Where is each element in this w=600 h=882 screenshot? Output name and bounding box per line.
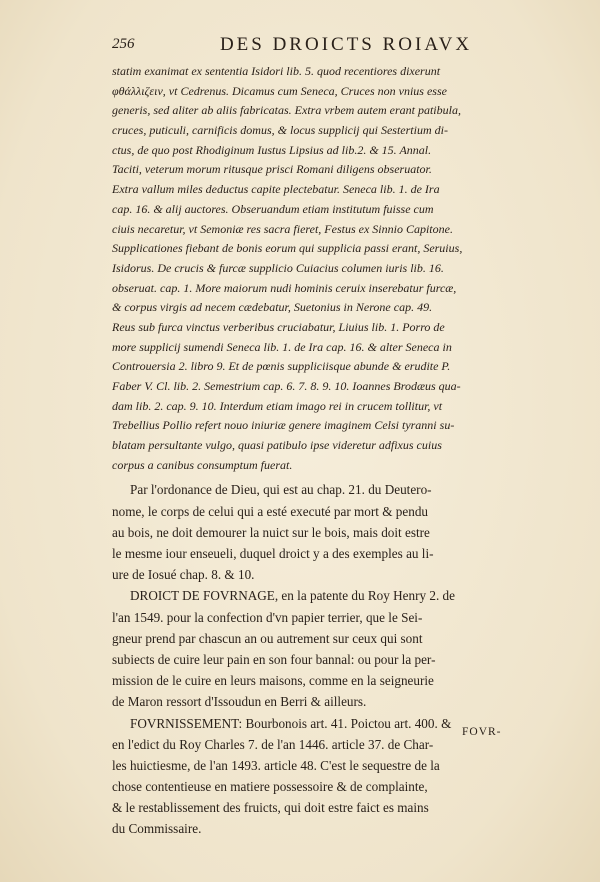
text-line: DROICT DE FOVRNAGE, en la patente du Roy Henry 2. de (130, 588, 455, 604)
text-line: nome, le corps de celui qui a esté executé par mort & pendu (112, 503, 429, 519)
text-line: le mesme iour enseueli, duquel droict y a des exemples au li- (112, 546, 434, 561)
quote-line: Faber V. Cl. lib. 2. Semestrium cap. 6. 7. 8. 9. 10. Ioannes Brodæus qua- (112, 379, 461, 393)
quote-line: generis, sed aliter ab aliis fabricatas. Extra vrbem autem erant patibula, (112, 103, 461, 118)
text-line: l'an 1549. pour la confection d'vn papier terrier, que le Sei- (112, 609, 423, 625)
quote-line: φθάλλιζειν, vt Cedrenus. Dicamus cum Seneca, Cruces non vnius esse (112, 83, 447, 98)
text-line: de Maron ressort d'Issoudun en Berri & ailleurs. (112, 694, 367, 710)
quote-line: cruces, puticuli, carnificis domus, & locus supplicij qui Sestertium di- (112, 123, 448, 138)
running-title: DES DROICTS ROIAVX (219, 34, 473, 55)
quote-line: Supplicationes fiebant de bonis eorum qui supplicia passi erant, Seruius, (112, 241, 463, 256)
text-line: subiects de cuire leur pain en son four bannal: ou pour la per- (112, 651, 436, 667)
page-header (112, 34, 540, 56)
text-line: gneur prend par chascun an ou autrement sur ceux qui sont (112, 630, 423, 646)
text-line: ure de Iosué chap. 8. & 10. (112, 567, 255, 583)
quote-line: statim exanimat ex sententia Isidori lib. 5. quod recentiores dixerunt (112, 64, 441, 78)
quote-line: Isidorus. De crucis & furcæ supplicio Cuiacius columen iuris lib. 16. (112, 260, 444, 275)
quote-line: more supplicij sumendi Seneca lib. 1. de Ira cap. 16. & alter Seneca in (112, 339, 452, 354)
quote-line: Reus sub furca vinctus verberibus cruciabatur, Liuius lib. 1. Porro de (112, 319, 445, 334)
text-line: Par l'ordonance de Dieu, qui est au chap. 21. du Deutero- (130, 482, 432, 498)
paragraph-deuteronome (112, 479, 542, 585)
paragraph-droict-de-fournage (112, 585, 542, 712)
text-line: chose contentieuse en matiere possessoire & de complainte, (112, 779, 428, 795)
quote-line: Trebellius Pollio refert nouo iniuriæ genere imaginem Celsi tyranni su- (112, 418, 455, 433)
quote-line: & corpus virgis ad necem cædebatur, Suetonius in Nerone cap. 49. (112, 300, 433, 315)
text-line: au bois, ne doit demourer la nuict sur le bois, mais doit estre (112, 524, 430, 540)
quote-line: ciuis necaretur, vt Semoniæ res sacra fieret, Festus ex Sinnio Capitone. (112, 221, 453, 236)
body-text (112, 62, 542, 840)
quote-line: Controuersia 2. libro 9. Et de pœnis suppliciisque abunde & erudite P. (112, 359, 451, 374)
text-line: les huictiesme, de l'an 1493. article 48. C'est le sequestre de la (112, 757, 440, 773)
text-line: mission de le cuire en leurs maisons, comme en la seigneurie (112, 673, 434, 689)
folio-number: 256 (112, 36, 135, 52)
text-line: du Commissaire. (112, 821, 202, 837)
quote-line: corpus a canibus consumptum fuerat. (112, 457, 293, 472)
quote-line: Extra vallum miles deductus capite plectebatur. Seneca lib. 1. de Ira (112, 182, 440, 197)
text-line: & le restablissement des fruicts, qui doit estre faict es mains (112, 800, 429, 816)
quote-line: ctus, de quo post Rhodiginum Iustus Lipsius ad lib.2. & 15. Annal. (112, 142, 432, 157)
quote-line: blatam persultante vulgo, quasi patibulo ipse videretur adfixus cuius (112, 438, 442, 453)
catchword: FOVR- (462, 726, 502, 738)
quote-line: Taciti, veterum morum ritusque prisci Romani diligens obseruator. (112, 162, 432, 177)
text-line: FOVRNISSEMENT: Bourbonois art. 41. Poictou art. 400. & (130, 715, 452, 731)
quote-line: cap. 16. & alij auctores. Obseruandum etiam institutum fuisse cum (112, 201, 434, 216)
quote-line: obseruat. cap. 1. More maiorum nudi hominis ceruix inserebatur furcæ, (112, 280, 457, 295)
text-line: en l'edict du Roy Charles 7. de l'an 1446. article 37. de Char- (112, 736, 434, 752)
latin-quotation (112, 62, 542, 475)
quote-line: dam lib. 2. cap. 9. 10. Interdum etiam imago rei in crucem tollitur, vt (112, 398, 443, 413)
